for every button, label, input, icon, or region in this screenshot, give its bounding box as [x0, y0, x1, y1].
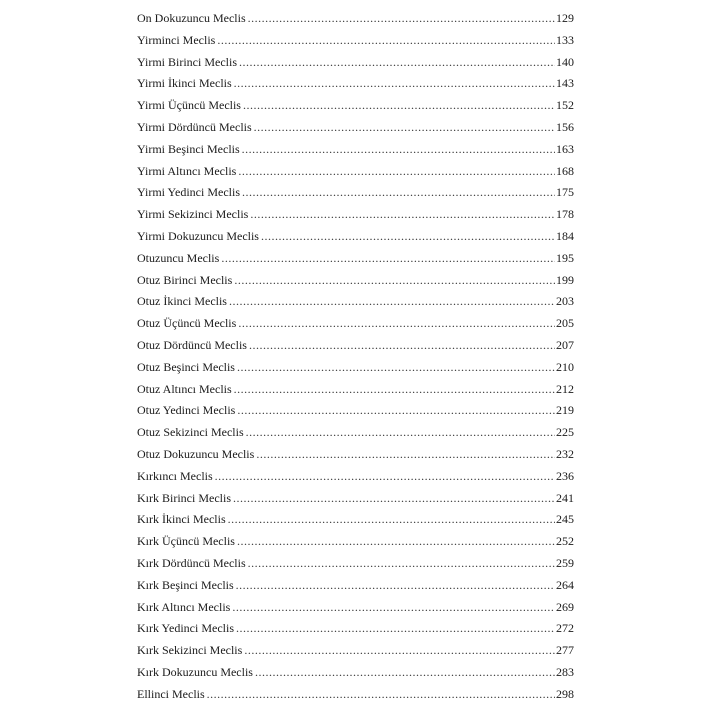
toc-entry — [137, 335, 574, 357]
toc-entry-title: Otuz Yedinci Meclis — [137, 403, 236, 418]
toc-entry-title: Kırk Yedinci Meclis — [137, 621, 234, 636]
toc-entry-title: Kırkıncı Meclis — [137, 468, 213, 483]
dot-leader — [237, 357, 555, 379]
toc-entry — [137, 73, 574, 95]
toc-entry-title: Otuz Birinci Meclis — [137, 272, 233, 287]
dot-leader — [249, 335, 555, 357]
dot-leader — [261, 226, 555, 248]
toc-entry-page-number: 269 — [556, 599, 574, 614]
toc-entry-page-number: 298 — [556, 686, 574, 701]
toc-entry-page-number: 219 — [556, 403, 574, 418]
toc-entry — [137, 640, 574, 662]
toc-entry — [137, 248, 574, 270]
toc-entry-page-number: 272 — [556, 621, 574, 636]
toc-entry — [137, 553, 574, 575]
dot-leader — [215, 466, 555, 488]
toc-entry-title: Kırk Sekizinci Meclis — [137, 643, 243, 658]
toc-entry-title: Yirmi Beşinci Meclis — [137, 141, 240, 156]
dot-leader — [248, 8, 555, 30]
toc-entry-title: Kırk İkinci Meclis — [137, 512, 226, 527]
toc-entry-page-number: 133 — [556, 32, 574, 47]
toc-entry — [137, 313, 574, 335]
dot-leader — [217, 30, 555, 52]
toc-entry-page-number: 232 — [556, 446, 574, 461]
toc-entry-title: Yirminci Meclis — [137, 32, 216, 47]
toc-entry — [137, 509, 574, 531]
toc-entry-title: Otuzuncu Meclis — [137, 250, 220, 265]
toc-entry-title: Kırk Dördüncü Meclis — [137, 555, 246, 570]
toc-entry-title: Yirmi İkinci Meclis — [137, 76, 232, 91]
toc-entry-page-number: 143 — [556, 76, 574, 91]
toc-entry-title: Kırk Altıncı Meclis — [137, 599, 231, 614]
toc-entry — [137, 575, 574, 597]
toc-entry-title: Otuz Dördüncü Meclis — [137, 337, 247, 352]
toc-entry-title: Yirmi Birinci Meclis — [137, 54, 237, 69]
dot-leader — [237, 400, 555, 422]
dot-leader — [254, 117, 555, 139]
toc-entry — [137, 204, 574, 226]
toc-entry — [137, 226, 574, 248]
toc-entry — [137, 30, 574, 52]
dot-leader — [238, 161, 555, 183]
toc-entry — [137, 466, 574, 488]
toc-entry-title: Yirmi Dördüncü Meclis — [137, 119, 252, 134]
toc-entry-title: Otuz Sekizinci Meclis — [137, 425, 244, 440]
dot-leader — [234, 379, 555, 401]
toc-entry-title: Otuz İkinci Meclis — [137, 294, 227, 309]
toc-entry-page-number: 259 — [556, 555, 574, 570]
toc-entry-title: Yirmi Dokuzuncu Meclis — [137, 228, 259, 243]
toc-entry — [137, 95, 574, 117]
toc-entry-page-number: 283 — [556, 664, 574, 679]
toc-entry-page-number: 225 — [556, 425, 574, 440]
dot-leader — [243, 95, 555, 117]
toc-entry-page-number: 195 — [556, 250, 574, 265]
toc-entry — [137, 182, 574, 204]
toc-entry-page-number: 277 — [556, 643, 574, 658]
toc-entry-title: Otuz Beşinci Meclis — [137, 359, 235, 374]
toc-entry-title: Kırk Birinci Meclis — [137, 490, 231, 505]
toc-entry-title: Yirmi Üçüncü Meclis — [137, 98, 241, 113]
dot-leader — [229, 291, 555, 313]
toc-entry — [137, 117, 574, 139]
toc-entry — [137, 422, 574, 444]
toc-entry-page-number: 178 — [556, 207, 574, 222]
toc-entry-page-number: 205 — [556, 316, 574, 331]
dot-leader — [233, 488, 555, 510]
toc-entry — [137, 400, 574, 422]
toc-entry-title: Yirmi Altıncı Meclis — [137, 163, 237, 178]
dot-leader — [248, 553, 555, 575]
dot-leader — [232, 597, 555, 619]
dot-leader — [255, 662, 555, 684]
toc-entry-page-number: 184 — [556, 228, 574, 243]
dot-leader — [236, 618, 555, 640]
toc-entry-page-number: 199 — [556, 272, 574, 287]
toc-entry-title: Kırk Beşinci Meclis — [137, 577, 234, 592]
toc-entry-page-number: 236 — [556, 468, 574, 483]
toc-entry-page-number: 129 — [556, 11, 574, 25]
dot-leader — [238, 313, 555, 335]
dot-leader — [239, 52, 555, 74]
toc-entry-title: Otuz Dokuzuncu Meclis — [137, 446, 255, 461]
toc-entry — [137, 139, 574, 161]
toc-entry — [137, 597, 574, 619]
dot-leader — [221, 248, 555, 270]
table-of-contents — [137, 8, 574, 706]
toc-entry-page-number: 207 — [556, 337, 574, 352]
toc-entry-page-number: 245 — [556, 512, 574, 527]
dot-leader — [234, 73, 555, 95]
toc-entry-page-number: 212 — [556, 381, 574, 396]
dot-leader — [234, 270, 555, 292]
toc-entry — [137, 8, 574, 30]
toc-entry — [137, 444, 574, 466]
dot-leader — [236, 575, 555, 597]
toc-entry-title: On Dokuzuncu Meclis — [137, 11, 246, 25]
toc-entry-title: Yirmi Yedinci Meclis — [137, 185, 241, 200]
toc-entry-page-number: 241 — [556, 490, 574, 505]
toc-entry — [137, 52, 574, 74]
toc-entry-page-number: 168 — [556, 163, 574, 178]
toc-entry — [137, 531, 574, 553]
toc-entry-title: Yirmi Sekizinci Meclis — [137, 207, 249, 222]
toc-entry — [137, 662, 574, 684]
toc-entry-page-number: 264 — [556, 577, 574, 592]
toc-entry-page-number: 163 — [556, 141, 574, 156]
toc-entry-title: Otuz Altıncı Meclis — [137, 381, 232, 396]
dot-leader — [237, 531, 555, 553]
toc-entry-page-number: 210 — [556, 359, 574, 374]
toc-entry-page-number: 152 — [556, 98, 574, 113]
toc-entry — [137, 270, 574, 292]
toc-entry — [137, 357, 574, 379]
toc-entry — [137, 618, 574, 640]
toc-entry-page-number: 252 — [556, 534, 574, 549]
toc-entry-page-number: 203 — [556, 294, 574, 309]
toc-entry — [137, 379, 574, 401]
toc-entry-title: Kırk Üçüncü Meclis — [137, 534, 235, 549]
toc-entry — [137, 684, 574, 706]
dot-leader — [250, 204, 555, 226]
dot-leader — [246, 422, 555, 444]
toc-entry-title: Otuz Üçüncü Meclis — [137, 316, 237, 331]
toc-entry-page-number: 140 — [556, 54, 574, 69]
dot-leader — [228, 509, 555, 531]
toc-entry — [137, 291, 574, 313]
dot-leader — [242, 182, 555, 204]
toc-entry-page-number: 175 — [556, 185, 574, 200]
toc-entry — [137, 488, 574, 510]
dot-leader — [242, 139, 555, 161]
dot-leader — [256, 444, 555, 466]
toc-entry — [137, 161, 574, 183]
dot-leader — [244, 640, 555, 662]
toc-entry-page-number: 156 — [556, 119, 574, 134]
dot-leader — [207, 684, 555, 706]
toc-entry-title: Kırk Dokuzuncu Meclis — [137, 664, 253, 679]
toc-entry-title: Ellinci Meclis — [137, 686, 205, 701]
